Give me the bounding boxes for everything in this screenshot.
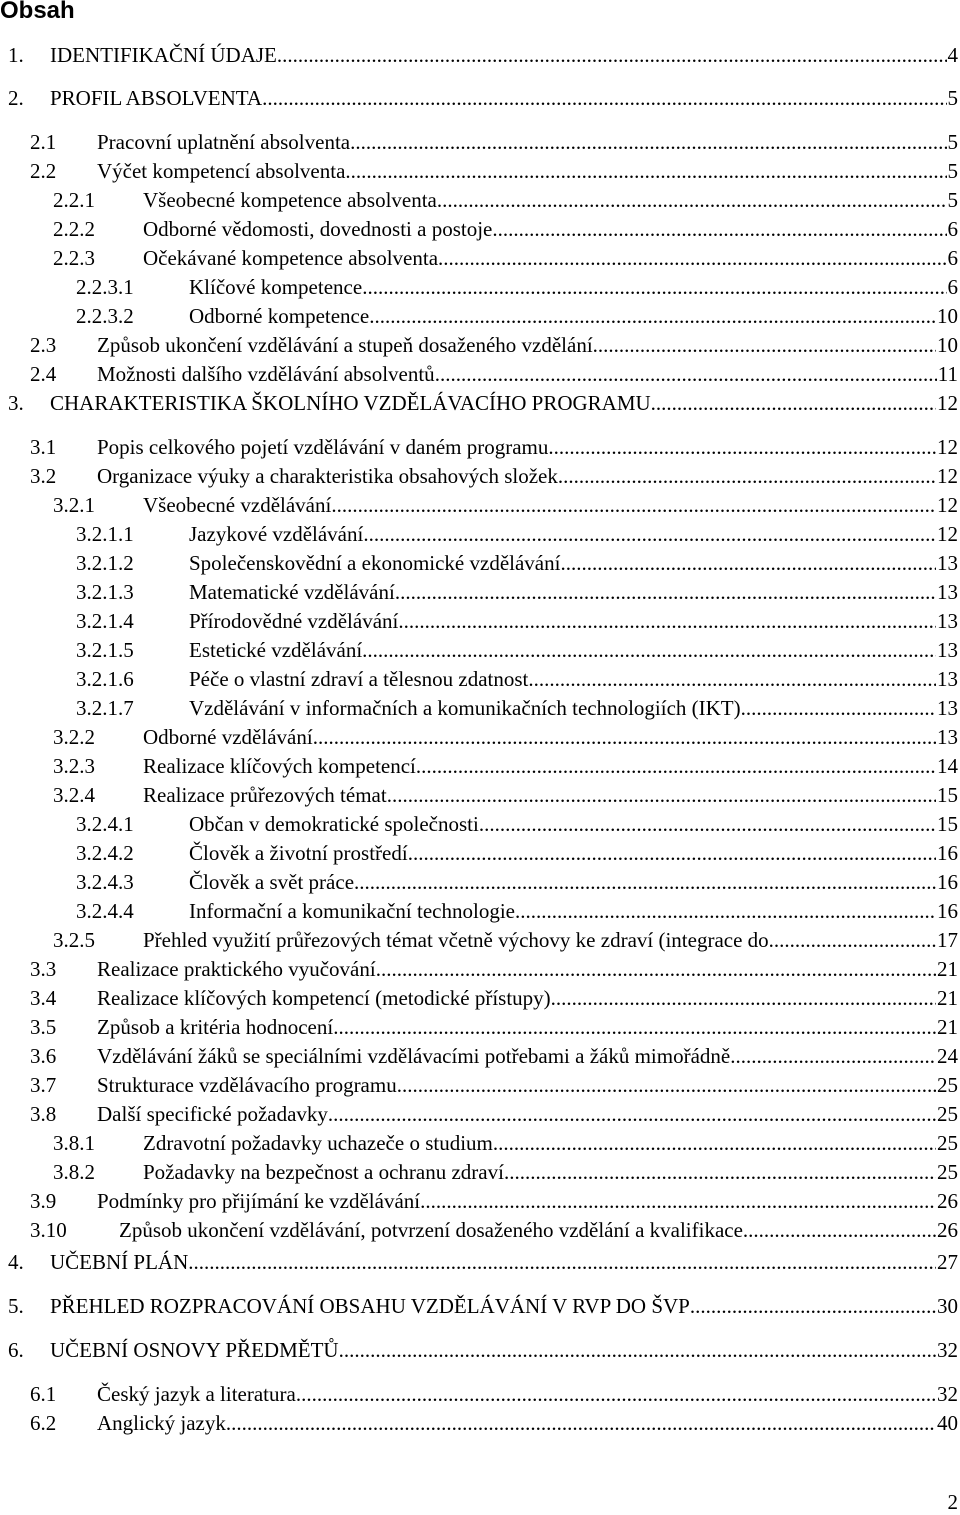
toc-entry-title: Způsob ukončení vzdělávání a stupeň dosaženého vzdělání (97, 333, 593, 357)
toc-entry-title: PŘEHLED ROZPRACOVÁNÍ OBSAHU VZDĚLÁVÁNÍ V RVP DO ŠVP (50, 1294, 690, 1318)
toc-entry-page: 21 (937, 957, 958, 981)
toc-entry[interactable] (0, 389, 960, 417)
toc-entry[interactable] (0, 1158, 960, 1186)
toc-entry-title: Pracovní uplatnění absolventa (97, 130, 351, 154)
toc-entry-number: 2.2.1 (53, 188, 95, 212)
toc-entry[interactable] (0, 244, 960, 272)
toc-entry-title: Člověk a svět práce (189, 870, 355, 894)
toc-entry-leader (363, 520, 936, 548)
toc-entry-leader (479, 810, 936, 838)
toc-entry-page: 15 (937, 812, 958, 836)
toc-entry-title: Možnosti dalšího vzdělávání absolventů (97, 362, 435, 386)
toc-entry-page: 5 (947, 159, 958, 183)
toc-entry-page: 32 (937, 1382, 958, 1406)
toc-entry[interactable] (0, 128, 960, 156)
toc-entry-number: 3.2.4.3 (76, 870, 134, 894)
toc-entry-title: Požadavky na bezpečnost a ochranu zdraví (143, 1160, 504, 1184)
toc-entry-leader (376, 955, 936, 983)
toc-entry[interactable] (0, 41, 960, 69)
toc-entry-title: IDENTIFIKAČNÍ ÚDAJE (50, 43, 277, 67)
toc-entry-leader (743, 1216, 936, 1244)
toc-entry-page: 25 (937, 1160, 958, 1184)
toc-entry-number: 3.2.1.1 (76, 522, 134, 546)
toc-entry-title: Klíčové kompetence (189, 275, 363, 299)
toc-entry-number: 3.2.1.7 (76, 696, 134, 720)
toc-entry[interactable] (0, 868, 960, 896)
toc-entry[interactable] (0, 215, 960, 243)
toc-entry[interactable] (0, 360, 960, 388)
toc-entry-title: Podmínky pro přijímání ke vzdělávání (97, 1189, 421, 1213)
toc-entry-number: 3.2.4.1 (76, 812, 134, 836)
toc-entry-number: 3.2.1.5 (76, 638, 134, 662)
toc-entry-number: 3.1 (30, 435, 57, 459)
toc-entry-page: 25 (937, 1073, 958, 1097)
toc-entry-page: 6 (947, 217, 958, 241)
toc-entry-leader (560, 549, 936, 577)
toc-entry-leader (416, 752, 936, 780)
toc-entry-leader (504, 1158, 936, 1186)
toc-entry[interactable] (0, 781, 960, 809)
toc-entry-title: Společenskovědní a ekonomické vzdělávání (189, 551, 561, 575)
toc-entry-leader (313, 723, 936, 751)
toc-entry-leader (339, 1336, 936, 1364)
toc-entry-page: 13 (937, 609, 958, 633)
toc-entry[interactable] (0, 273, 960, 301)
toc-entry[interactable] (0, 723, 960, 751)
toc-entry[interactable] (0, 1216, 960, 1244)
toc-entry-title: Péče o vlastní zdraví a tělesnou zdatnost (189, 667, 529, 691)
toc-entry[interactable] (0, 331, 960, 359)
toc-entry-page: 6 (947, 275, 958, 299)
toc-entry-leader (420, 1187, 936, 1215)
toc-entry[interactable] (0, 157, 960, 185)
toc-entry-number: 3.4 (30, 986, 57, 1010)
toc-entry[interactable] (0, 84, 960, 112)
toc-entry-title: Estetické vzdělávání (189, 638, 363, 662)
toc-entry-title: Občan v demokratické společnosti (189, 812, 479, 836)
toc-entry[interactable] (0, 549, 960, 577)
toc-entry[interactable] (0, 1071, 960, 1099)
toc-entry-leader (331, 491, 936, 519)
toc-entry[interactable] (0, 1042, 960, 1070)
toc-entry-title: PROFIL ABSOLVENTA (50, 86, 263, 110)
toc-entry-leader (333, 1013, 936, 1041)
toc-entry-title: Realizace klíčových kompetencí (143, 754, 416, 778)
toc-entry-leader (651, 389, 936, 417)
toc-entry-title: Vzdělávání žáků se speciálními vzdělávacími potřebami a žáků mimořádně (97, 1044, 731, 1068)
toc-entry-number: 2.2.3.2 (76, 304, 134, 328)
toc-entry[interactable] (0, 926, 960, 954)
toc-entry-leader (345, 157, 946, 185)
toc-entry-page: 25 (937, 1102, 958, 1126)
toc-entry-page: 4 (947, 43, 958, 67)
toc-entry-number: 3.8 (30, 1102, 57, 1126)
toc-entry-title: Výčet kompetencí absolventa (97, 159, 346, 183)
toc-entry-page: 16 (937, 870, 958, 894)
toc-entry-page: 21 (937, 986, 958, 1010)
toc-entry-page: 12 (937, 493, 958, 517)
toc-entry[interactable] (0, 1100, 960, 1128)
toc-entry-leader (387, 781, 936, 809)
toc-entry-title: Všeobecné kompetence absolventa (143, 188, 437, 212)
toc-entry[interactable] (0, 1380, 960, 1408)
toc-entry[interactable] (0, 752, 960, 780)
toc-entry-number: 2.2 (30, 159, 57, 183)
toc-entry-title: Realizace praktického vyučování (97, 957, 376, 981)
toc-entry-page: 24 (937, 1044, 958, 1068)
toc-entry-page: 6 (947, 246, 958, 270)
toc-entry[interactable] (0, 462, 960, 490)
toc-entry-leader (350, 128, 946, 156)
toc-entry[interactable] (0, 984, 960, 1012)
toc-entry-leader (296, 1380, 936, 1408)
toc-entry-page: 12 (937, 522, 958, 546)
toc-entry-title: Strukturace vzdělávacího programu (97, 1073, 397, 1097)
toc-entry-leader (398, 607, 936, 635)
toc-entry-number: 3.10 (30, 1218, 67, 1242)
toc-entry-title: UČEBNÍ PLÁN (50, 1250, 189, 1274)
toc-entry-page: 12 (937, 464, 958, 488)
toc-entry-page: 16 (937, 899, 958, 923)
toc-entry-page: 13 (937, 638, 958, 662)
toc-entry-number: 3.2.1.6 (76, 667, 134, 691)
toc-entry-leader (438, 244, 946, 272)
toc-entry[interactable] (0, 186, 960, 214)
toc-entry-leader (408, 839, 936, 867)
toc-entry-number: 3. (8, 391, 24, 415)
toc-entry-page: 13 (937, 696, 958, 720)
toc-entry-number: 2. (8, 86, 24, 110)
toc-entry-title: Odborné vzdělávání (143, 725, 313, 749)
toc-entry-page: 40 (937, 1411, 958, 1435)
toc-entry-page: 12 (937, 435, 958, 459)
toc-entry[interactable] (0, 1292, 960, 1320)
toc-entry-page: 27 (937, 1250, 958, 1274)
toc-entry-title: Způsob ukončení vzdělávání, potvrzení dosaženého vzdělání a kvalifikace (119, 1218, 743, 1242)
toc-entry-number: 3.9 (30, 1189, 57, 1213)
toc-entry-number: 3.2.4 (53, 783, 95, 807)
toc-entry-leader (328, 1100, 936, 1128)
toc-entry-number: 2.2.3.1 (76, 275, 134, 299)
toc-entry[interactable] (0, 955, 960, 983)
page-number: 2 (947, 1490, 958, 1514)
toc-entry-leader (188, 1248, 936, 1276)
toc-entry-title: Vzdělávání v informačních a komunikačních technologiích (IKT) (189, 696, 741, 720)
toc-entry-number: 3.2.4.4 (76, 899, 134, 923)
toc-entry-leader (730, 1042, 936, 1070)
toc-entry[interactable] (0, 491, 960, 519)
toc-entry-title: Realizace klíčových kompetencí (metodické přístupy) (97, 986, 551, 1010)
toc-entry[interactable] (0, 1187, 960, 1215)
toc-entry-page: 11 (937, 362, 958, 386)
toc-entry-number: 1. (8, 43, 24, 67)
toc-entry-leader (226, 1409, 936, 1437)
toc-entry-title: Organizace výuky a charakteristika obsahových složek (97, 464, 558, 488)
toc-entry-number: 2.1 (30, 130, 57, 154)
toc-entry-title: Zdravotní požadavky uchazeče o studium (143, 1131, 493, 1155)
toc-entry-number: 6.1 (30, 1382, 57, 1406)
toc-entry[interactable] (0, 1409, 960, 1437)
toc-entry-number: 3.6 (30, 1044, 57, 1068)
toc-entry[interactable] (0, 520, 960, 548)
toc-entry-number: 3.8.1 (53, 1131, 95, 1155)
toc-entry[interactable] (0, 607, 960, 635)
toc-entry-page: 5 (947, 86, 958, 110)
toc-entry-page: 13 (937, 551, 958, 575)
toc-entry-title: Očekávané kompetence absolventa (143, 246, 439, 270)
toc-entry[interactable] (0, 1336, 960, 1364)
toc-entry-number: 3.2.1.3 (76, 580, 134, 604)
toc-entry[interactable] (0, 433, 960, 461)
toc-entry-leader (277, 41, 947, 69)
toc-entry-title: Způsob a kritéria hodnocení (97, 1015, 334, 1039)
toc-entry-number: 6.2 (30, 1411, 57, 1435)
toc-entry-page: 21 (937, 1015, 958, 1039)
toc-entry-page: 5 (947, 188, 958, 212)
toc-entry-page: 10 (937, 304, 958, 328)
toc-entry-title: Člověk a životní prostředí (189, 841, 408, 865)
toc-entry-leader (593, 331, 936, 359)
toc-entry-leader (369, 302, 936, 330)
toc-entry-page: 13 (937, 725, 958, 749)
toc-entry-number: 3.7 (30, 1073, 57, 1097)
toc-entry-leader (493, 1129, 936, 1157)
toc-entry-number: 3.2.1 (53, 493, 95, 517)
toc-entry-leader (397, 1071, 936, 1099)
toc-entry-leader (558, 462, 936, 490)
toc-entry-number: 2.2.2 (53, 217, 95, 241)
toc-entry-number: 3.2.5 (53, 928, 95, 952)
toc-entry-title: CHARAKTERISTIKA ŠKOLNÍHO VZDĚLÁVACÍHO PROGRAMU (50, 391, 651, 415)
toc-entry-number: 2.3 (30, 333, 57, 357)
toc-entry-page: 10 (937, 333, 958, 357)
toc-entry-number: 3.5 (30, 1015, 57, 1039)
toc-entry-title: Přírodovědné vzdělávání (189, 609, 399, 633)
toc-entry-number: 3.3 (30, 957, 57, 981)
toc-entry-page: 25 (937, 1131, 958, 1155)
toc-entry-number: 2.2.3 (53, 246, 95, 270)
toc-entry-title: Odborné vědomosti, dovednosti a postoje (143, 217, 493, 241)
toc-entry-page: 17 (937, 928, 958, 952)
toc-entry-leader (769, 926, 936, 954)
toc-entry-number: 3.2.1.2 (76, 551, 134, 575)
toc-entry-leader (262, 84, 946, 112)
toc-entry-number: 2.4 (30, 362, 57, 386)
toc-entry[interactable] (0, 665, 960, 693)
toc-entry-title: Realizace průřezových témat (143, 783, 387, 807)
toc-entry[interactable] (0, 636, 960, 664)
toc-entry-page: 30 (937, 1294, 958, 1318)
toc-entry-number: 6. (8, 1338, 24, 1362)
toc-entry-title: Přehled využití průřezových témat včetně výchovy ke zdraví (integrace do (143, 928, 769, 952)
toc-entry-page: 14 (937, 754, 958, 778)
page-heading: Obsah (0, 0, 75, 24)
toc-entry-page: 13 (937, 580, 958, 604)
toc-entry[interactable] (0, 1248, 960, 1276)
toc-entry-title: Český jazyk a literatura (97, 1382, 296, 1406)
toc-entry-title: Jazykové vzdělávání (189, 522, 364, 546)
toc-entry[interactable] (0, 578, 960, 606)
toc-entry-page: 13 (937, 667, 958, 691)
toc-entry-title: Všeobecné vzdělávání (143, 493, 332, 517)
toc-entry-title: UČEBNÍ OSNOVY PŘEDMĚTŮ (50, 1338, 339, 1362)
toc-entry[interactable] (0, 1013, 960, 1041)
toc-entry-number: 3.8.2 (53, 1160, 95, 1184)
toc-entry[interactable] (0, 1129, 960, 1157)
toc-entry-page: 12 (937, 391, 958, 415)
toc-entry-number: 3.2 (30, 464, 57, 488)
toc-entry-title: Informační a komunikační technologie (189, 899, 515, 923)
toc-entry-title: Další specifické požadavky (97, 1102, 328, 1126)
toc-entry-title: Anglický jazyk (97, 1411, 226, 1435)
toc-entry-leader (362, 273, 946, 301)
toc-entry[interactable] (0, 897, 960, 925)
toc-entry-page: 32 (937, 1338, 958, 1362)
toc-entry-number: 3.2.1.4 (76, 609, 134, 633)
toc-entry-title: Odborné kompetence (189, 304, 370, 328)
toc-entry-number: 3.2.2 (53, 725, 95, 749)
toc-entry[interactable] (0, 839, 960, 867)
toc-entry-page: 26 (937, 1189, 958, 1213)
toc-entry-leader (354, 868, 936, 896)
toc-entry-number: 4. (8, 1250, 24, 1274)
toc-entry-leader (515, 897, 936, 925)
toc-entry-number: 3.2.3 (53, 754, 95, 778)
toc-entry-page: 16 (937, 841, 958, 865)
toc-entry-title: Popis celkového pojetí vzdělávání v daném programu (97, 435, 549, 459)
toc-entry-page: 26 (937, 1218, 958, 1242)
toc-entry-number: 5. (8, 1294, 24, 1318)
toc-entry-page: 15 (937, 783, 958, 807)
toc-entry-leader (741, 694, 936, 722)
toc-entry-number: 3.2.4.2 (76, 841, 134, 865)
toc-entry-title: Matematické vzdělávání (189, 580, 395, 604)
toc-entry-leader (528, 665, 936, 693)
toc-entry-page: 5 (947, 130, 958, 154)
toc-entry-leader (551, 984, 936, 1012)
toc-entry-leader (437, 186, 947, 214)
toc-entry-leader (362, 636, 936, 664)
toc-entry-leader (690, 1292, 936, 1320)
toc-entry-leader (492, 215, 946, 243)
toc-entry[interactable] (0, 694, 960, 722)
toc-entry-leader (435, 360, 937, 388)
toc-entry[interactable] (0, 810, 960, 838)
toc-entry[interactable] (0, 302, 960, 330)
toc-entry-leader (548, 433, 936, 461)
toc-entry-leader (395, 578, 936, 606)
